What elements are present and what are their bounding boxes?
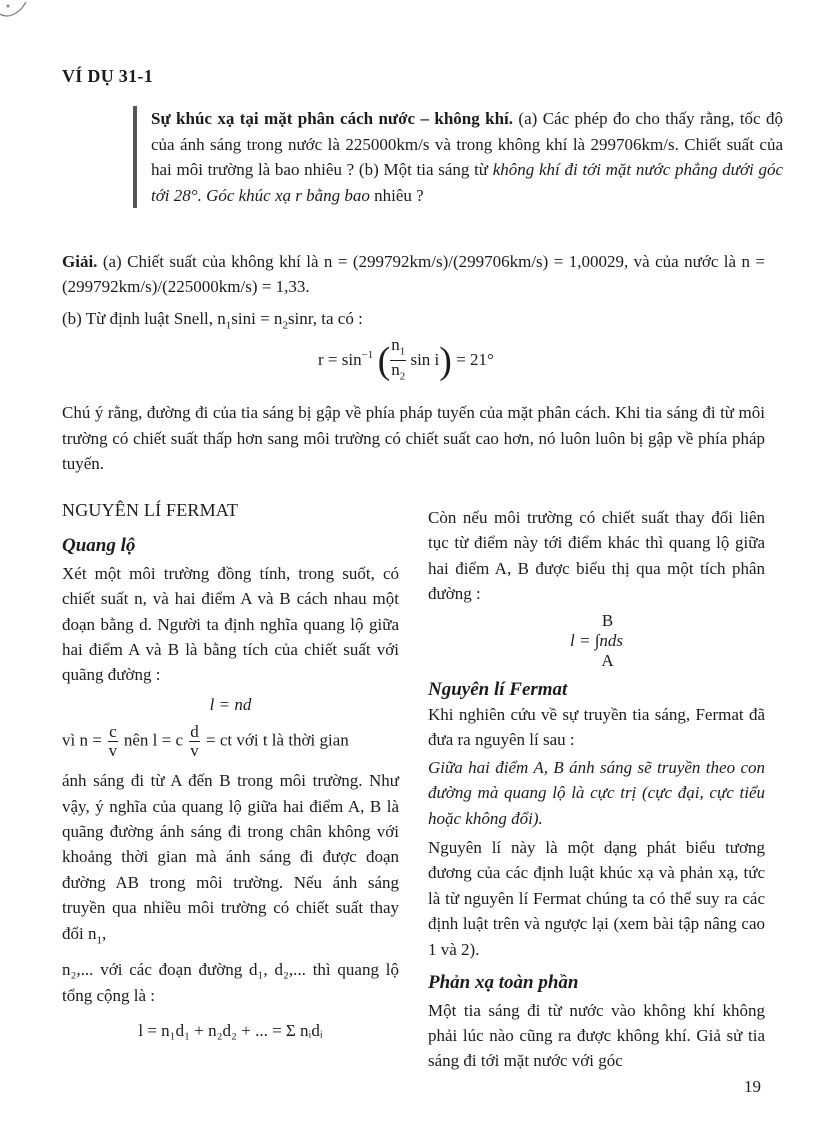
- solution-b-suffix: sinr, ta có :: [287, 309, 363, 328]
- section-title: NGUYÊN LÍ FERMAT: [62, 500, 239, 520]
- right-column: [428, 505, 765, 1074]
- eq-l-nd: l = nd: [209, 694, 252, 714]
- nen-label: nên l = c: [123, 730, 184, 750]
- frac-d: d: [190, 722, 199, 742]
- example-heading: Sự khúc xạ tại mặt phân cách nước – không khí.: [151, 109, 514, 128]
- example-text-c: nhiêu ?: [369, 185, 424, 205]
- formula-frac: $\frac{n_1}{n_2}$: [391, 335, 406, 383]
- corner-mark: [0, 0, 40, 22]
- int-upper: B: [601, 610, 614, 630]
- right-para2: Khi nghiên cứu về sự truyền tia sáng, Fermat đã đưa ra nguyên lí sau :: [428, 705, 765, 750]
- solution-b: (b) Từ định luật Snell, $n_1\sin i = n_2\sin r$, ta có :: [62, 309, 363, 332]
- frac-v2: v: [190, 741, 199, 761]
- int-expr: l = ∫nds: [570, 630, 623, 650]
- solution-label: Giải.: [62, 252, 98, 271]
- left-para1: Xét một môi trường đồng tính, trong suốt, có chiết suất n, và hai điểm A và B cách nhau một đoạn bằng d. Người ta định nghĩa quang lộ giữa hai điểm A và B là bằng tích của chiết suất với quãng đường :: [62, 563, 399, 685]
- left-para2: ánh sáng đi từ A đến B trong môi trường. Như vậy, ý nghĩa của quang lộ giữa hai điểm A, B là quãng đường ánh sáng đi trong chân không với khoảng thời gian mà ánh sáng đi được đoạn đường AB trong môi trường. Nếu ánh sáng truyền qua nhiều môi trường có chiết suất thay đổi n: [62, 771, 399, 943]
- formula-sini: sin i: [410, 349, 440, 369]
- eq-ct: = ct với t là thời gian: [206, 730, 349, 750]
- solution-b-mid: sini = n: [231, 309, 283, 328]
- subheading-quang-lo: Quang lộ: [62, 535, 136, 557]
- solution-note: Chú ý rằng, đường đi của tia sáng bị gập về phía pháp tuyến của mặt phân cách. Khi tia sáng đi từ môi trường có chiết suất thấp hơn sang môi trường có chiết suất cao hơn, nó luôn luôn bị gập về phía pháp tuyến.: [62, 403, 765, 473]
- frac-v: v: [108, 741, 118, 761]
- right-para4: Một tia sáng đi từ nước vào không khí không phải lúc nào cũng ra được không khí. Giả sử tia sáng đi tới mặt nước với góc: [428, 1000, 765, 1071]
- formula-lhs: r = sin: [318, 349, 362, 369]
- solution-a: [62, 249, 765, 299]
- example-text-a: (a) Các phép đo cho thấy rằng, tốc độ của ánh sáng trong nước là 225000km/s và trong không khí là 299706km/s. Chiết suất của hai môi trường là bao nhiêu ? (b) Một tia sáng từ: [151, 109, 783, 179]
- subheading-total-reflection: Phản xạ toàn phần: [428, 972, 579, 994]
- solution-part-a: (a) Chiết suất của không khí là n = (299792km/s)/(299706km/s) = 1,00029, và của nước là n = (299792km/s)/(225000km/s) = 1,33.: [62, 252, 765, 296]
- example-text-b: không khí đi tới mặt nước phẳng dưới góc tới 28°. Góc khúc xạ r bằng bao: [151, 160, 783, 205]
- right-para3: Nguyên lí này là một dạng phát biểu tương đương của các định luật khúc xạ và phản xạ, tức là từ nguyên lí Fermat chúng ta có thể suy ra các định luật trên và ngược lại (xem bài tập nâng cao 1 và 2).: [428, 838, 765, 959]
- subheading-fermat: Nguyên lí Fermat: [428, 678, 568, 700]
- right-para1: Còn nếu môi trường có chiết suất thay đổi liên tục từ điểm này tới điểm khác thì quang lộ giữa hai điểm A, B được biểu thị qua một tích phân đường :: [428, 508, 765, 604]
- fermat-principle: Giữa hai điểm A, B ánh sáng sẽ truyền theo con đường mà quang lộ là cực trị (cực đại, cực tiểu hoặc không đổi).: [428, 757, 765, 828]
- page-number: 19: [744, 1077, 761, 1096]
- integral: [428, 611, 765, 671]
- formula-r: $r = \sin^{-1}$ ( $\frac{n_1}{n_2}$ sin i) = 21°: [318, 336, 494, 386]
- eq-vi-n: [62, 723, 399, 760]
- left-column: NGUYÊN LÍ FERMAT Quang lộ Xét một môi trường đồng tính, trong suốt, có chiết suất n, và hai điểm A và B cách nhau một đoạn bằng d. Người ta định nghĩa quang lộ giữa hai điểm A và B là bằng tích của chiết suất với quãng đường : l = nd vì n = $\frac{c}{v}$ nên l = c $\frac{d}{v}$ = ct với t là thời gian ánh sáng đi từ A đến B trong môi trường. Như vậy, ý nghĩa của quang lộ giữa hai điểm A, B là quãng đường ánh sáng đi trong chân không với khoảng thời gian mà ánh sáng đi được đoạn đường AB trong môi trường. Nếu ánh sáng truyền qua nhiều môi trường có chiết suất thay đổi $n_1$, n₂,... với các đoạn đường d₁, d₂,... thì quang lộ tổng cộng là : l = n₁d₁ + n₂d₂ + ... = Σ nᵢdᵢ: [62, 498, 399, 1044]
- left-para3: n₂,... với các đoạn đường d₁, d₂,... thì quang lộ tổng cộng là :: [62, 960, 399, 1005]
- example-box: [133, 106, 783, 208]
- int-lower: A: [601, 650, 614, 670]
- example-title: VÍ DỤ 31-1: [62, 66, 153, 86]
- solution-b-prefix: (b) Từ định luật Snell, n: [62, 309, 226, 328]
- vi-n-label: vì n =: [62, 730, 102, 750]
- formula-exp: −1: [361, 349, 374, 362]
- formula-rhs: = 21°: [456, 349, 494, 369]
- eq-sum: l = n₁d₁ + n₂d₂ + ... = Σ nᵢdᵢ: [138, 1021, 323, 1041]
- frac-c: c: [109, 722, 117, 742]
